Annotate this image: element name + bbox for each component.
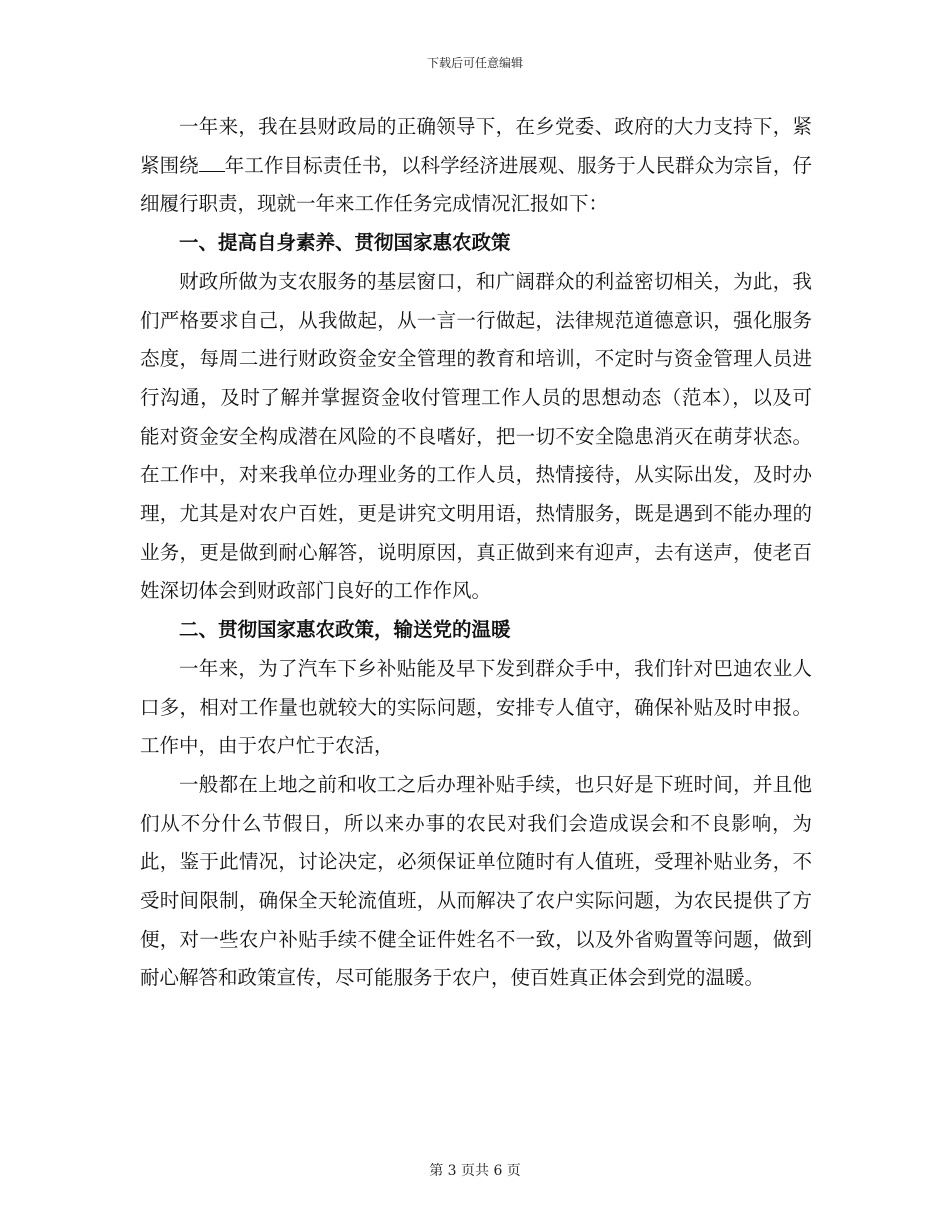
document-body (140, 108, 812, 998)
intro-paragraph (140, 108, 812, 224)
section-2-paragraph-2: 一般都在上地之前和收工之后办理补贴手续，也只好是下班时间，并且他们从不分什么节假日，所以来办事的农民对我们会造成误会和不良影响，为此，鉴于此情况，讨论决定，必须保证单位随时有人值班，受理补贴业务，不受时间限制，确保全天轮流值班，从而解决了农户实际问题，为农民提供了方便，对一些农户补贴手续不健全证件姓名不一致，以及外省购置等问题，做到耐心解答和政策宣传，尽可能服务于农户，使百姓真正体会到党的温暖。 (140, 772, 812, 990)
page-footer: 第 3 页共 6 页 (429, 1163, 521, 1179)
intro-text-after: 年工作目标责任书，以科学经济进展观、服务于人民群众为宗旨，仔细履行职责，现就一年来工作任务完成情况汇报如下： (140, 153, 812, 216)
page-header: 下载后可任意编辑 (426, 56, 523, 70)
section-heading-1: 一、提高自身素养、贯彻国家惠农政策 (179, 231, 511, 255)
blank-fill-line (199, 170, 225, 172)
section-heading-2: 二、贯彻国家惠农政策，输送党的温暖 (179, 618, 511, 642)
section-1-paragraph: 财政所做为支农服务的基层窗口，和广阔群众的利益密切相关，为此，我们严格要求自己，从我做起，从一言一行做起，法律规范道德意识，强化服务态度，每周二进行财政资金安全管理的教育和培训，不定时与资金管理人员进行沟通，及时了解并掌握资金收付管理工作人员的思想动态（范本），以及可能对资金安全构成潜在风险的不良嗜好，把一切不安全隐患消灭在萌芽状态。在工作中，对来我单位办理业务的工作人员，热情接待，从实际出发，及时办理，尤其是对农户百姓，更是讲究文明用语，热情服务，既是遇到不能办理的业务，更是做到耐心解答，说明原因，真正做到来有迎声，去有送声，使老百姓深切体会到财政部门良好的工作作风。 (140, 269, 812, 603)
section-2-paragraph-1: 一年来，为了汽车下乡补贴能及早下发到群众手中，我们针对巴迪农业人口多，相对工作量也就较大的实际问题，安排专人值守，确保补贴及时申报。工作中，由于农户忙于农活， (140, 656, 812, 758)
intro-text-before: 一年来，我在县财政局的正确领导下，在乡党委、政府的大力支持下，紧紧围绕 (140, 115, 812, 177)
